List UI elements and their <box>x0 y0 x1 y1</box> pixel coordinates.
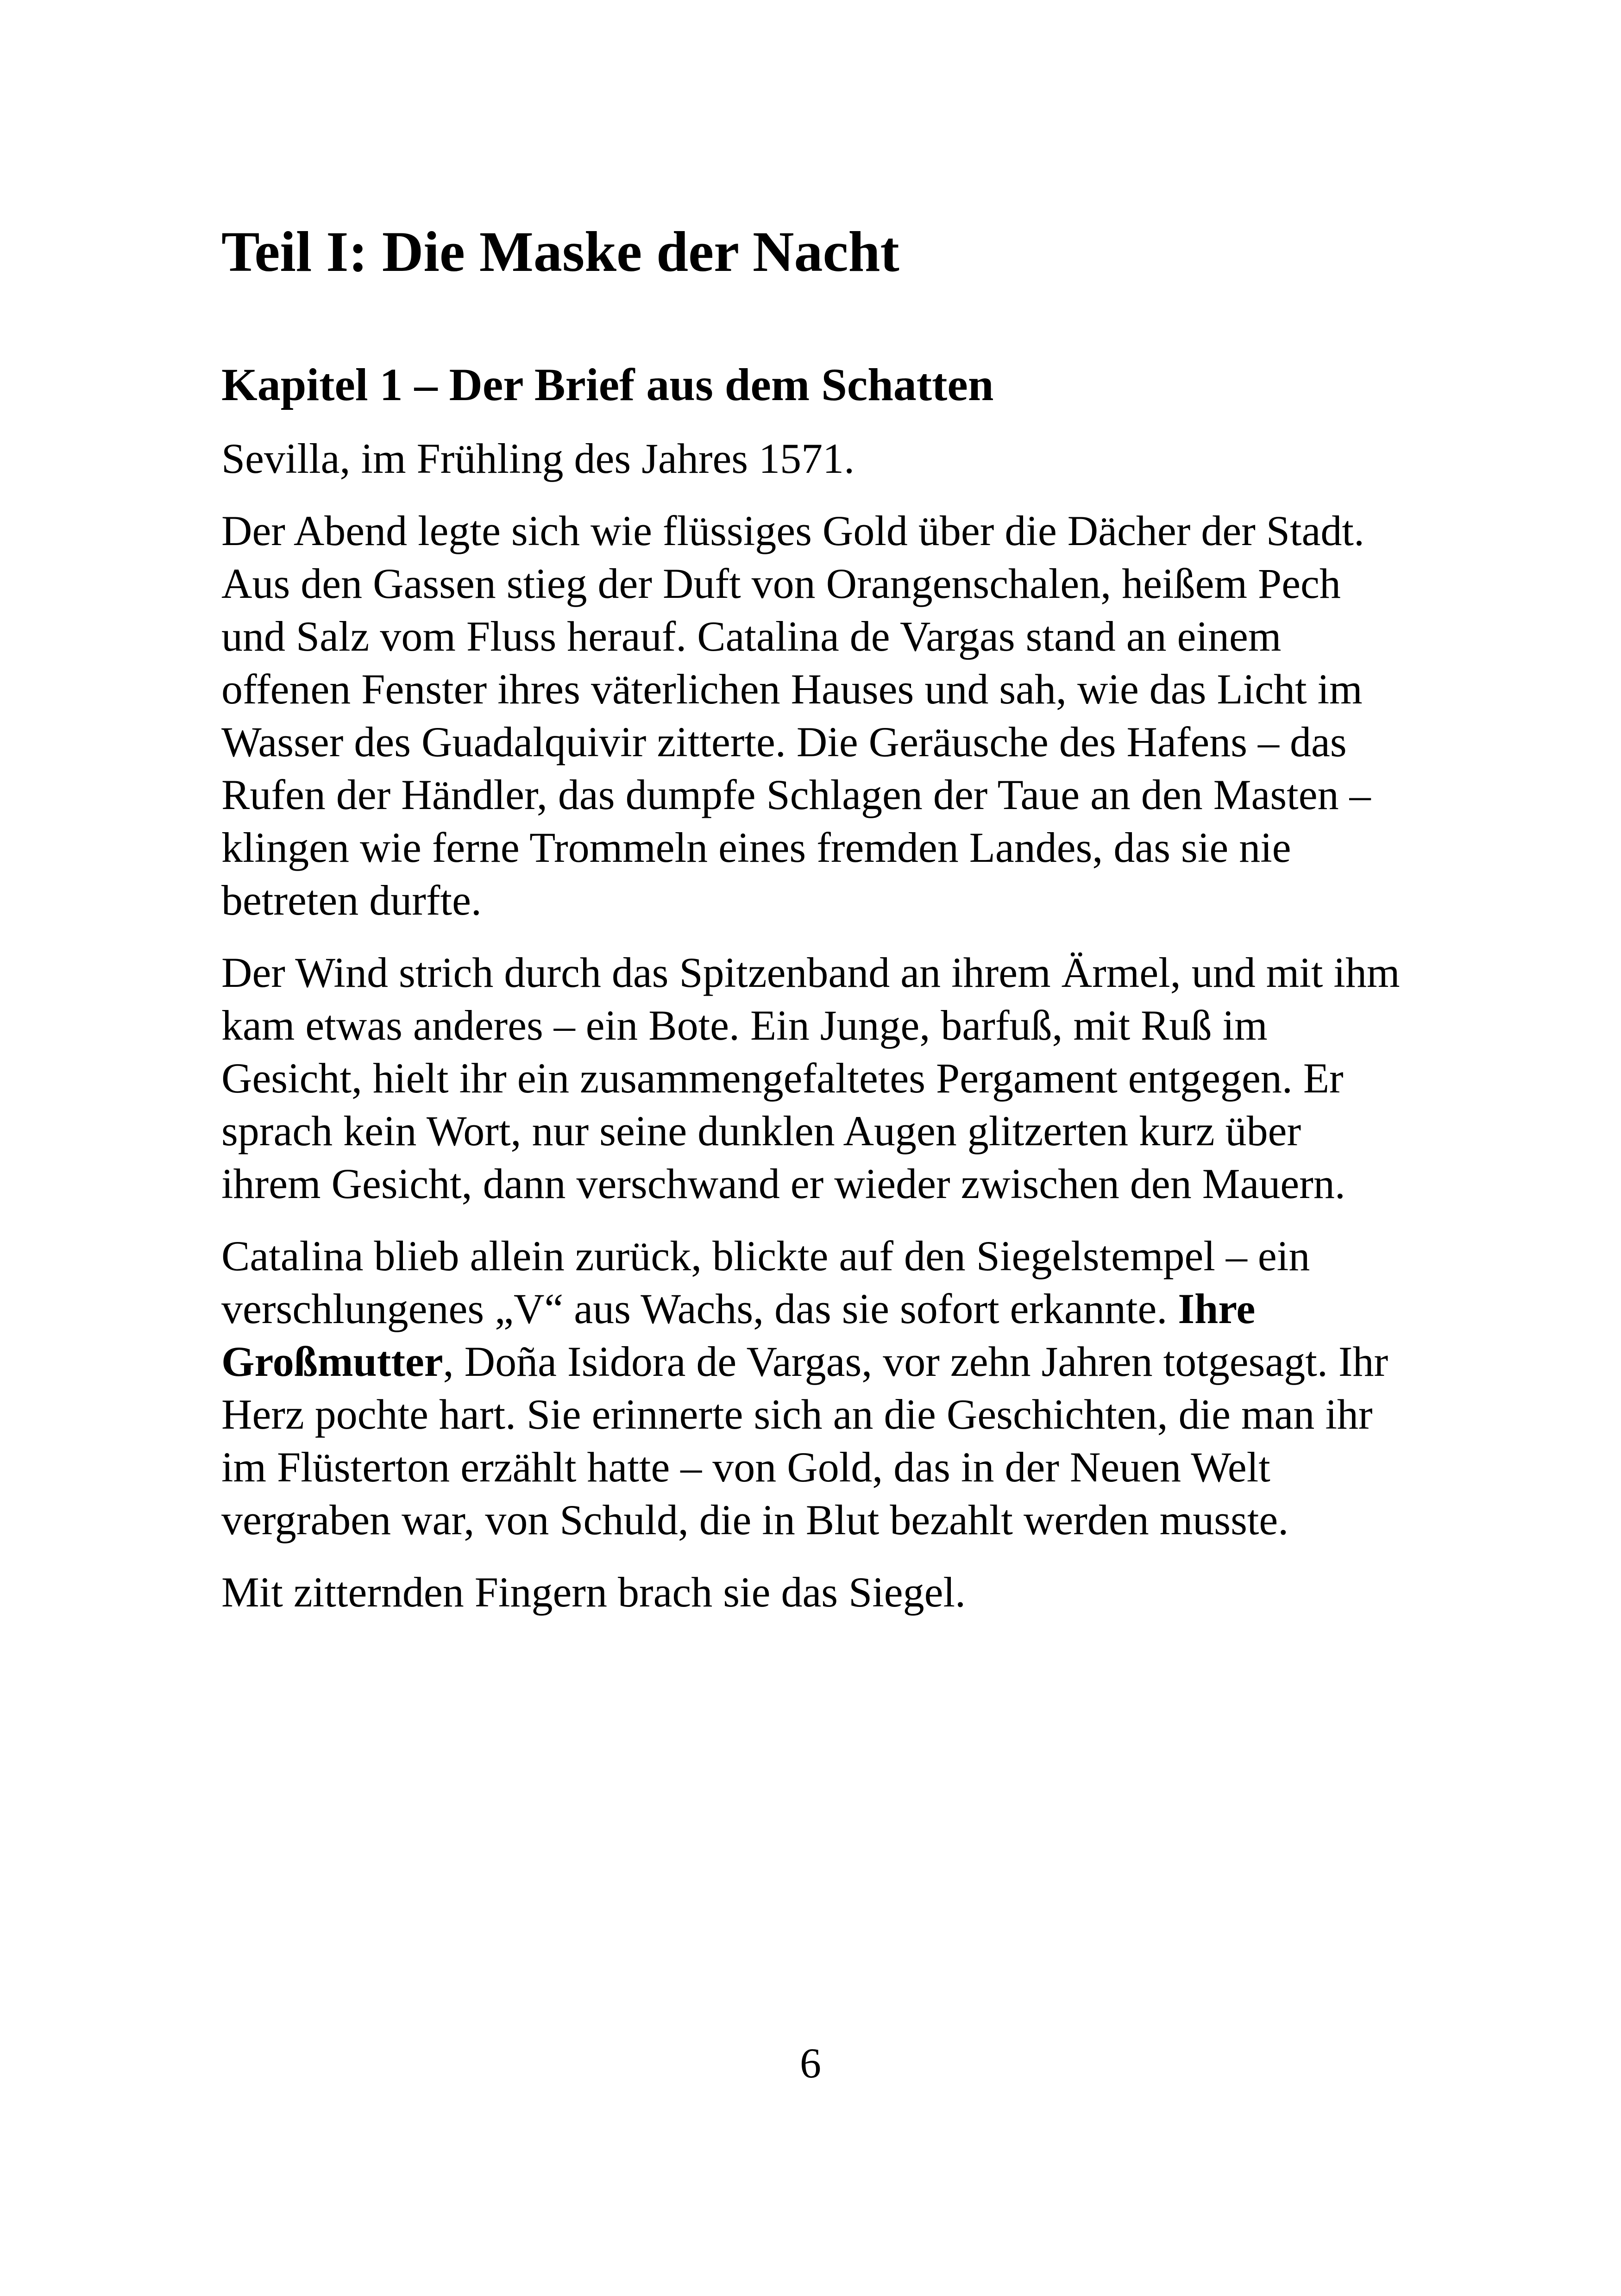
page-number: 6 <box>800 2039 821 2087</box>
paragraph-seal-bold-phrase: Ihre Großmutter <box>221 1285 1256 1385</box>
paragraph-evening: Der Abend legte sich wie flüssiges Gold über die Dächer der Stadt. Aus den Gassen stieg der Duft von Orangenschalen, heißem Pech und Salz vom Fluss herauf. Catalina de Vargas stand an einem offenen Fenster ihres väterlichen Hauses und sah, wie das Licht im Wasser des Guadalquivir zitterte. Die Geräusche des Hafens – das Rufen der Händler, das dumpfe Schlagen der Taue an den Masten – klingen wie ferne Trommeln eines fremden Landes, das sie nie betreten durfte. <box>221 507 1371 924</box>
dateline: Sevilla, im Frühling des Jahres 1571. <box>221 434 855 482</box>
page-content <box>221 218 1407 1618</box>
chapter-title: Kapitel 1 – Der Brief aus dem Schatten <box>221 358 994 410</box>
paragraph-seal-text-before: Catalina blieb allein zurück, blickte auf den Siegelstempel – ein verschlungenes „V“ aus Wachs, das sie sofort erkannte. <box>221 1232 1310 1332</box>
paragraph-seal-text-after: , Doña Isidora de Vargas, vor zehn Jahren totgesagt. Ihr Herz pochte hart. Sie erinnerte sich an die Geschichten, die man ihr im Flüsterton erzählt hatte – von Gold, das in der Neuen Welt vergraben war, von Schuld, die in Blut bezahlt werden musste. <box>221 1337 1389 1543</box>
paragraph-breaking-seal: Mit zitternden Fingern brach sie das Siegel. <box>221 1568 966 1616</box>
paragraph-seal <box>221 1230 1407 1546</box>
paragraph-messenger: Der Wind strich durch das Spitzenband an ihrem Ärmel, und mit ihm kam etwas anderes – ein Bote. Ein Junge, barfuß, mit Ruß im Gesicht, hielt ihr ein zusammengefaltetes Pergament entgegen. Er sprach kein Wort, nur seine dunklen Augen glitzerten kurz über ihrem Gesicht, dann verschwand er wieder zwischen den Mauern. <box>221 948 1400 1207</box>
part-title: Teil I: Die Maske der Nacht <box>221 220 899 283</box>
